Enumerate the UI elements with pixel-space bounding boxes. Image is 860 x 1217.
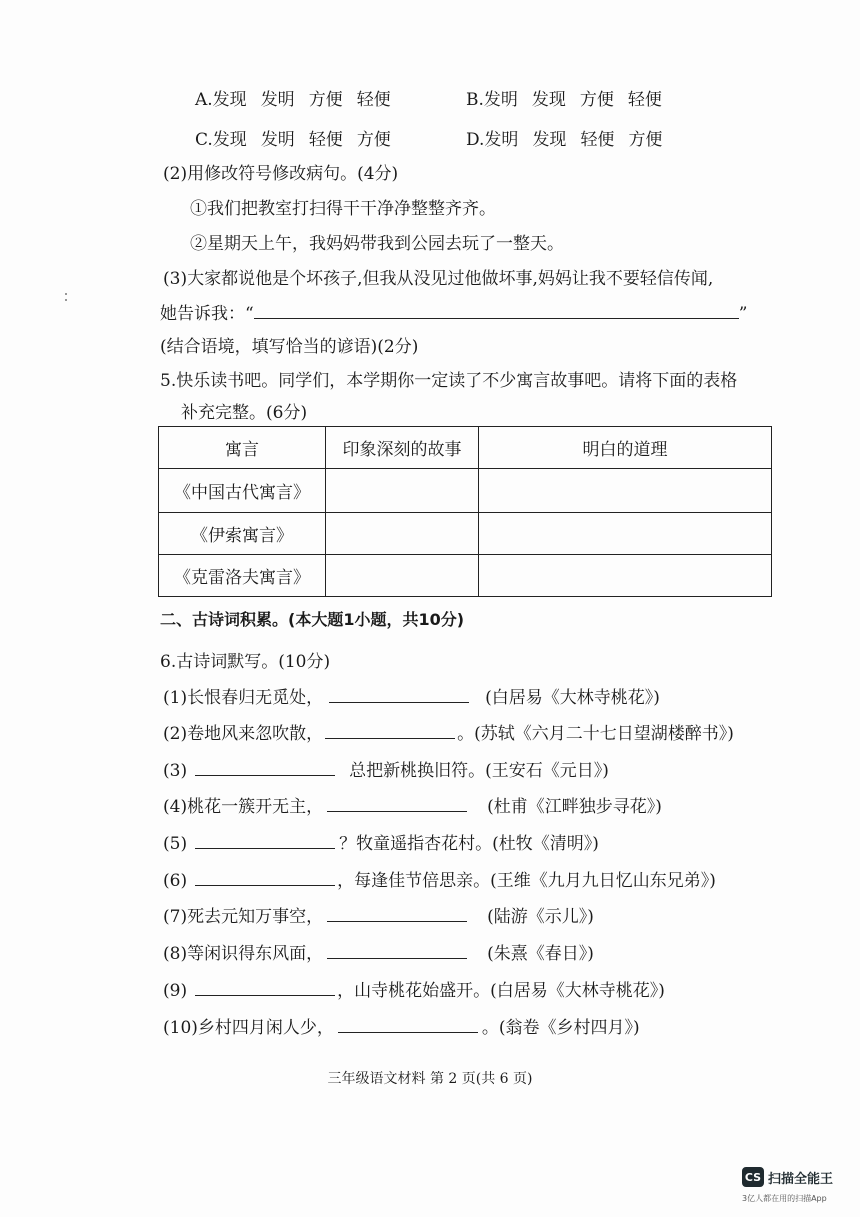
table-header: 明白的道理 bbox=[479, 427, 772, 469]
answer-blank[interactable] bbox=[325, 722, 455, 739]
q5-line-1: 5.快乐读书吧。同学们，本学期你一定读了不少寓言故事吧。请将下面的表格 bbox=[160, 371, 738, 391]
cs-logo-icon: CS bbox=[742, 1167, 764, 1187]
table-cell-story[interactable] bbox=[326, 469, 479, 513]
q4-3-answer-line bbox=[160, 302, 747, 325]
answer-blank[interactable] bbox=[327, 905, 467, 922]
option-b: B.发明 发现 方便 轻便 bbox=[466, 90, 662, 110]
q4-2-title: (2)用修改符号修改病句。(4分) bbox=[163, 164, 399, 184]
scan-speck bbox=[65, 293, 67, 295]
answer-blank[interactable] bbox=[329, 686, 469, 703]
answer-blank[interactable] bbox=[327, 795, 467, 812]
poem-item: (6) ，每逢佳节倍思亲。(王维《九月九日忆山东兄弟》) bbox=[163, 871, 716, 891]
poem-item: (8)等闲识得东风面， (朱熹《春日》) bbox=[163, 944, 594, 964]
poem-item: (5) ？牧童遥指杏花村。(杜牧《清明》) bbox=[163, 834, 599, 854]
table-row bbox=[159, 513, 772, 555]
table-cell-story[interactable] bbox=[326, 513, 479, 555]
table-header: 印象深刻的故事 bbox=[326, 427, 479, 469]
poem-item: (9) ，山寺桃花始盛开。(白居易《大林寺桃花》) bbox=[163, 981, 665, 1001]
table-row bbox=[159, 555, 772, 597]
answer-blank[interactable] bbox=[195, 759, 335, 776]
poem-item: (3) 总把新桃换旧符。(王安石《元日》) bbox=[163, 761, 609, 781]
table-cell-fable: 《伊索寓言》 bbox=[159, 513, 326, 555]
section-heading: 二、古诗词积累。(本大题1小题，共10分) bbox=[160, 610, 465, 629]
poem-item: (4)桃花一簇开无主， (杜甫《江畔独步寻花》) bbox=[163, 797, 662, 817]
table-cell-lesson[interactable] bbox=[479, 555, 772, 597]
table-cell-lesson[interactable] bbox=[479, 469, 772, 513]
scan-speck bbox=[65, 299, 67, 301]
table-cell-fable: 《中国古代寓言》 bbox=[159, 469, 326, 513]
logo-subtitle: 3亿人都在用的扫描App bbox=[742, 1194, 827, 1203]
logo-text: 扫描全能王 bbox=[768, 1171, 834, 1187]
fable-table bbox=[158, 426, 772, 597]
poem-item: (10)乡村四月闲人少， 。(翁卷《乡村四月》) bbox=[163, 1018, 640, 1038]
answer-blank[interactable] bbox=[254, 302, 739, 319]
table-cell-fable: 《克雷洛夫寓言》 bbox=[159, 555, 326, 597]
option-d: D.发明 发现 轻便 方便 bbox=[466, 130, 663, 150]
q4-3-note: (结合语境，填写恰当的谚语)(2分) bbox=[160, 337, 419, 357]
poem-item: (7)死去元知万事空， (陆游《示儿》) bbox=[163, 907, 594, 927]
answer-blank[interactable] bbox=[327, 942, 467, 959]
table-row bbox=[159, 469, 772, 513]
q4-2-sentence-2: ②星期天上午，我妈妈带我到公园去玩了一整天。 bbox=[190, 234, 564, 254]
q4-3-prefix: 她告诉我：“ bbox=[160, 304, 254, 324]
poem-item: (1)长恨春归无觅处， (白居易《大林寺桃花》) bbox=[163, 688, 660, 708]
q5-line-2: 补充完整。(6分) bbox=[181, 403, 308, 423]
table-cell-story[interactable] bbox=[326, 555, 479, 597]
table-header: 寓言 bbox=[159, 427, 326, 469]
table-cell-lesson[interactable] bbox=[479, 513, 772, 555]
q6-title: 6.古诗词默写。(10分) bbox=[160, 652, 331, 672]
answer-blank[interactable] bbox=[195, 832, 335, 849]
page-footer: 三年级语文材料 第 2 页(共 6 页) bbox=[327, 1071, 533, 1087]
q4-3-suffix: ” bbox=[738, 304, 748, 324]
option-a: A.发现 发明 方便 轻便 bbox=[195, 90, 391, 110]
answer-blank[interactable] bbox=[195, 869, 335, 886]
option-c: C.发现 发明 轻便 方便 bbox=[195, 130, 391, 150]
poem-item: (2)卷地风来忽吹散， 。(苏轼《六月二十七日望湖楼醉书》) bbox=[163, 724, 734, 744]
answer-blank[interactable] bbox=[338, 1016, 478, 1033]
q4-3-text: (3)大家都说他是个坏孩子,但我从没见过他做坏事,妈妈让我不要轻信传闻, bbox=[163, 269, 714, 289]
q4-2-sentence-1: ①我们把教室打扫得干干净净整整齐齐。 bbox=[190, 199, 496, 219]
answer-blank[interactable] bbox=[195, 979, 335, 996]
scanner-logo bbox=[742, 1167, 833, 1187]
